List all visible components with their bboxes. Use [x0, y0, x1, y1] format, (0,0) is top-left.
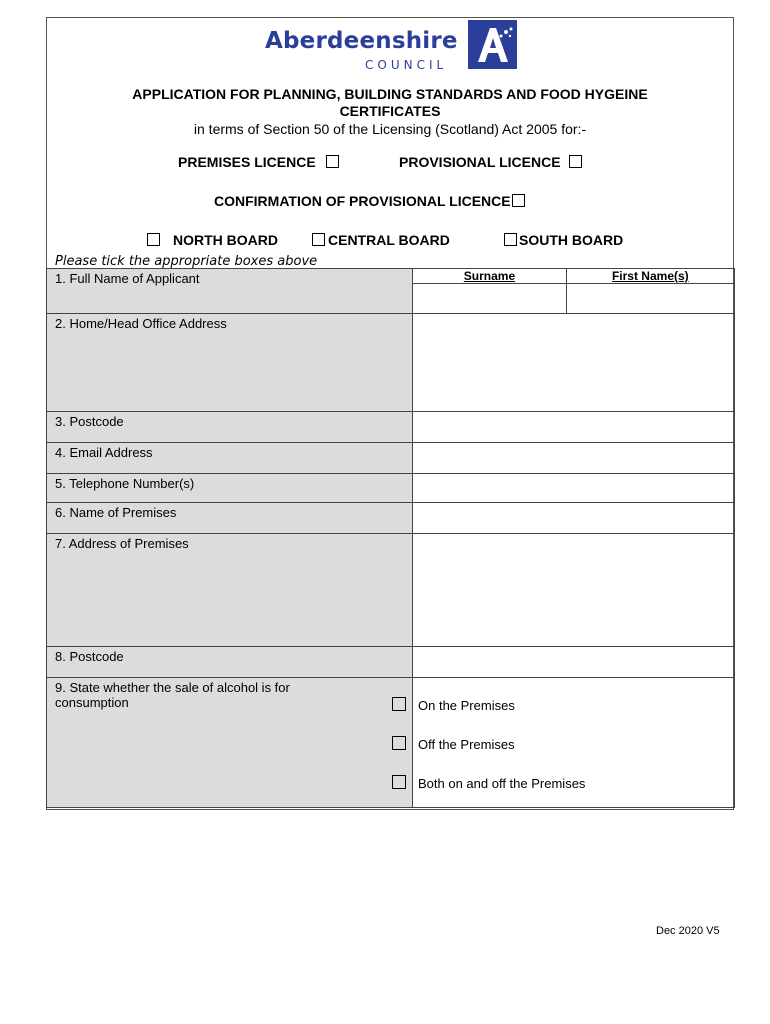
instruction-note: Please tick the appropriate boxes above [55, 254, 318, 269]
council-logo [265, 20, 517, 74]
south-board-checkbox[interactable] [504, 233, 517, 246]
confirmation-label: CONFIRMATION OF PROVISIONAL LICENCE [214, 193, 511, 209]
central-board-label: CENTRAL BOARD [328, 232, 450, 248]
first-names-header: First Name(s) [566, 269, 734, 284]
title-line1: APPLICATION FOR PLANNING, BUILDING STANDARDS AND FOOD HYGEINE [132, 86, 648, 102]
application-form-table [46, 268, 735, 808]
north-board-checkbox[interactable] [147, 233, 160, 246]
q6-label: 6. Name of Premises [47, 503, 413, 534]
premises-licence-label: PREMISES LICENCE [178, 154, 316, 170]
both-premises-label: Both on and off the Premises [418, 776, 586, 791]
premises-licence-checkbox[interactable] [326, 155, 339, 168]
q2-label: 2. Home/Head Office Address [47, 314, 413, 412]
choice-off-premises [392, 736, 515, 752]
on-premises-label: On the Premises [418, 698, 515, 713]
surname-field[interactable] [413, 284, 566, 314]
central-board-checkbox[interactable] [312, 233, 325, 246]
logo-mark-icon [468, 20, 517, 69]
choice-on-premises [392, 697, 515, 713]
version-footer: Dec 2020 V5 [656, 925, 720, 937]
provisional-licence-label: PROVISIONAL LICENCE [399, 154, 561, 170]
q5-label: 5. Telephone Number(s) [47, 474, 413, 503]
premises-postcode-field[interactable] [413, 647, 735, 678]
south-board-option [504, 232, 623, 248]
q1-label: 1. Full Name of Applicant [47, 269, 413, 314]
central-board-option [312, 232, 450, 248]
logo-name: Aberdeenshire [265, 28, 458, 54]
q4-label: 4. Email Address [47, 443, 413, 474]
confirmation-checkbox[interactable] [512, 194, 525, 207]
q8-label: 8. Postcode [47, 647, 413, 678]
postcode-field[interactable] [413, 412, 735, 443]
page-subtitle: in terms of Section 50 of the Licensing (Scotland) Act 2005 for:- [193, 121, 587, 137]
logo-sub: COUNCIL [365, 58, 448, 72]
first-names-field[interactable] [566, 284, 734, 314]
page-title [46, 86, 734, 120]
north-board-label: NORTH BOARD [173, 232, 278, 248]
premises-address-field[interactable] [413, 534, 735, 647]
provisional-licence-checkbox[interactable] [569, 155, 582, 168]
surname-header: Surname [413, 269, 566, 284]
confirmation-option [214, 193, 525, 209]
off-premises-checkbox[interactable] [392, 736, 406, 750]
q7-label: 7. Address of Premises [47, 534, 413, 647]
on-premises-checkbox[interactable] [392, 697, 406, 711]
email-field[interactable] [413, 443, 735, 474]
north-board-option [147, 232, 278, 248]
provisional-licence-option [399, 154, 582, 170]
title-line2: CERTIFICATES [339, 103, 441, 119]
telephone-field[interactable] [413, 474, 735, 503]
q3-label: 3. Postcode [47, 412, 413, 443]
both-premises-checkbox[interactable] [392, 775, 406, 789]
q9-label: 9. State whether the sale of alcohol is for consumption [47, 678, 413, 808]
premises-name-field[interactable] [413, 503, 735, 534]
off-premises-label: Off the Premises [418, 737, 515, 752]
premises-licence-option [178, 154, 339, 170]
south-board-label: SOUTH BOARD [519, 232, 624, 248]
choice-both-premises [392, 775, 585, 791]
home-address-field[interactable] [413, 314, 735, 412]
